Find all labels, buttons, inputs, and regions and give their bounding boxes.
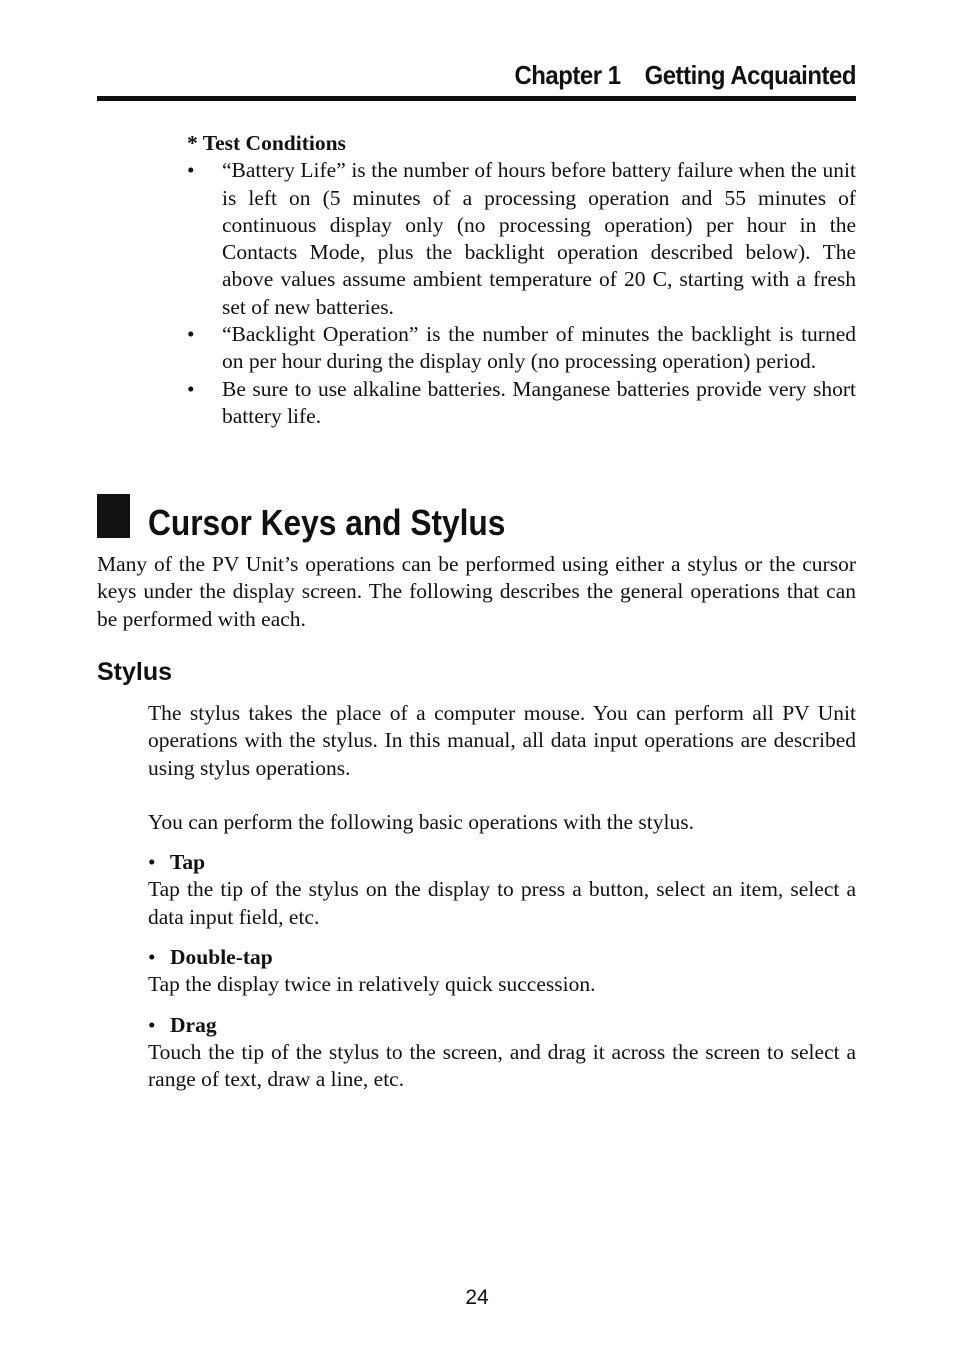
bullet-icon: • [187,158,195,183]
list-item-text: Be sure to use alkaline batteries. Manganese batteries provide very short battery life. [222,376,856,428]
stylus-heading: Stylus [97,658,173,686]
section-title: Cursor Keys and Stylus [148,502,506,543]
stylus-paragraph: The stylus takes the place of a computer mouse. You can perform all PV Unit operations with the stylus. In this manual, all data input operations are described using stylus operations. [148,701,856,780]
bullet-icon: • [187,322,195,347]
operation-tap [148,849,856,931]
stylus-content [148,700,856,1094]
operation-drag [148,1012,856,1094]
operation-title: Double-tap [170,945,273,970]
test-conditions-title: * Test Conditions [187,131,346,155]
bullet-icon: • [148,1012,156,1037]
list-item [187,157,856,321]
operation-double-tap [148,944,856,999]
list-item [187,376,856,431]
running-header [158,58,856,92]
list-item [187,321,856,376]
section-marker-icon [97,494,130,538]
operation-description: Touch the tip of the stylus to the screen, and drag it across the screen to select a range of text, draw a line, etc. [148,1039,856,1092]
bullet-icon: • [187,376,195,401]
bullet-icon: • [148,945,156,970]
bullet-icon: • [148,850,156,875]
operation-description: Tap the display twice in relatively quick succession. [148,972,596,997]
test-conditions [187,130,856,430]
chapter-title: Getting Acquainted [644,60,856,90]
page-number: 24 [465,1286,489,1309]
list-item-text: “Backlight Operation” is the number of minutes the backlight is turned on per hour during the display only (no processing operation) period. [222,322,856,374]
stylus-paragraph: You can perform the following basic operations with the stylus. [148,809,694,834]
operation-description: Tap the tip of the stylus on the display to press a button, select an item, select a data input field, etc. [148,877,856,929]
list-item-text: “Battery Life” is the number of hours before battery failure when the unit is left on (5 minutes of a processing operation and 55 minutes of continuous display only (no processing operation) per hour in the Contacts Mode, plus the backlight operation described below). The above values assume ambient temperature of 20 C, starting with a fresh set of new batteries. [222,158,856,319]
header-rule [97,96,856,101]
test-conditions-list [187,157,856,430]
section-intro: Many of the PV Unit’s operations can be performed using either a stylus or the cursor keys under the display screen. The following describes the general operations that can be performed with each. [97,552,856,631]
operation-title: Drag [170,1012,217,1037]
operation-title: Tap [170,850,206,875]
chapter-number: Chapter 1 [514,60,621,90]
